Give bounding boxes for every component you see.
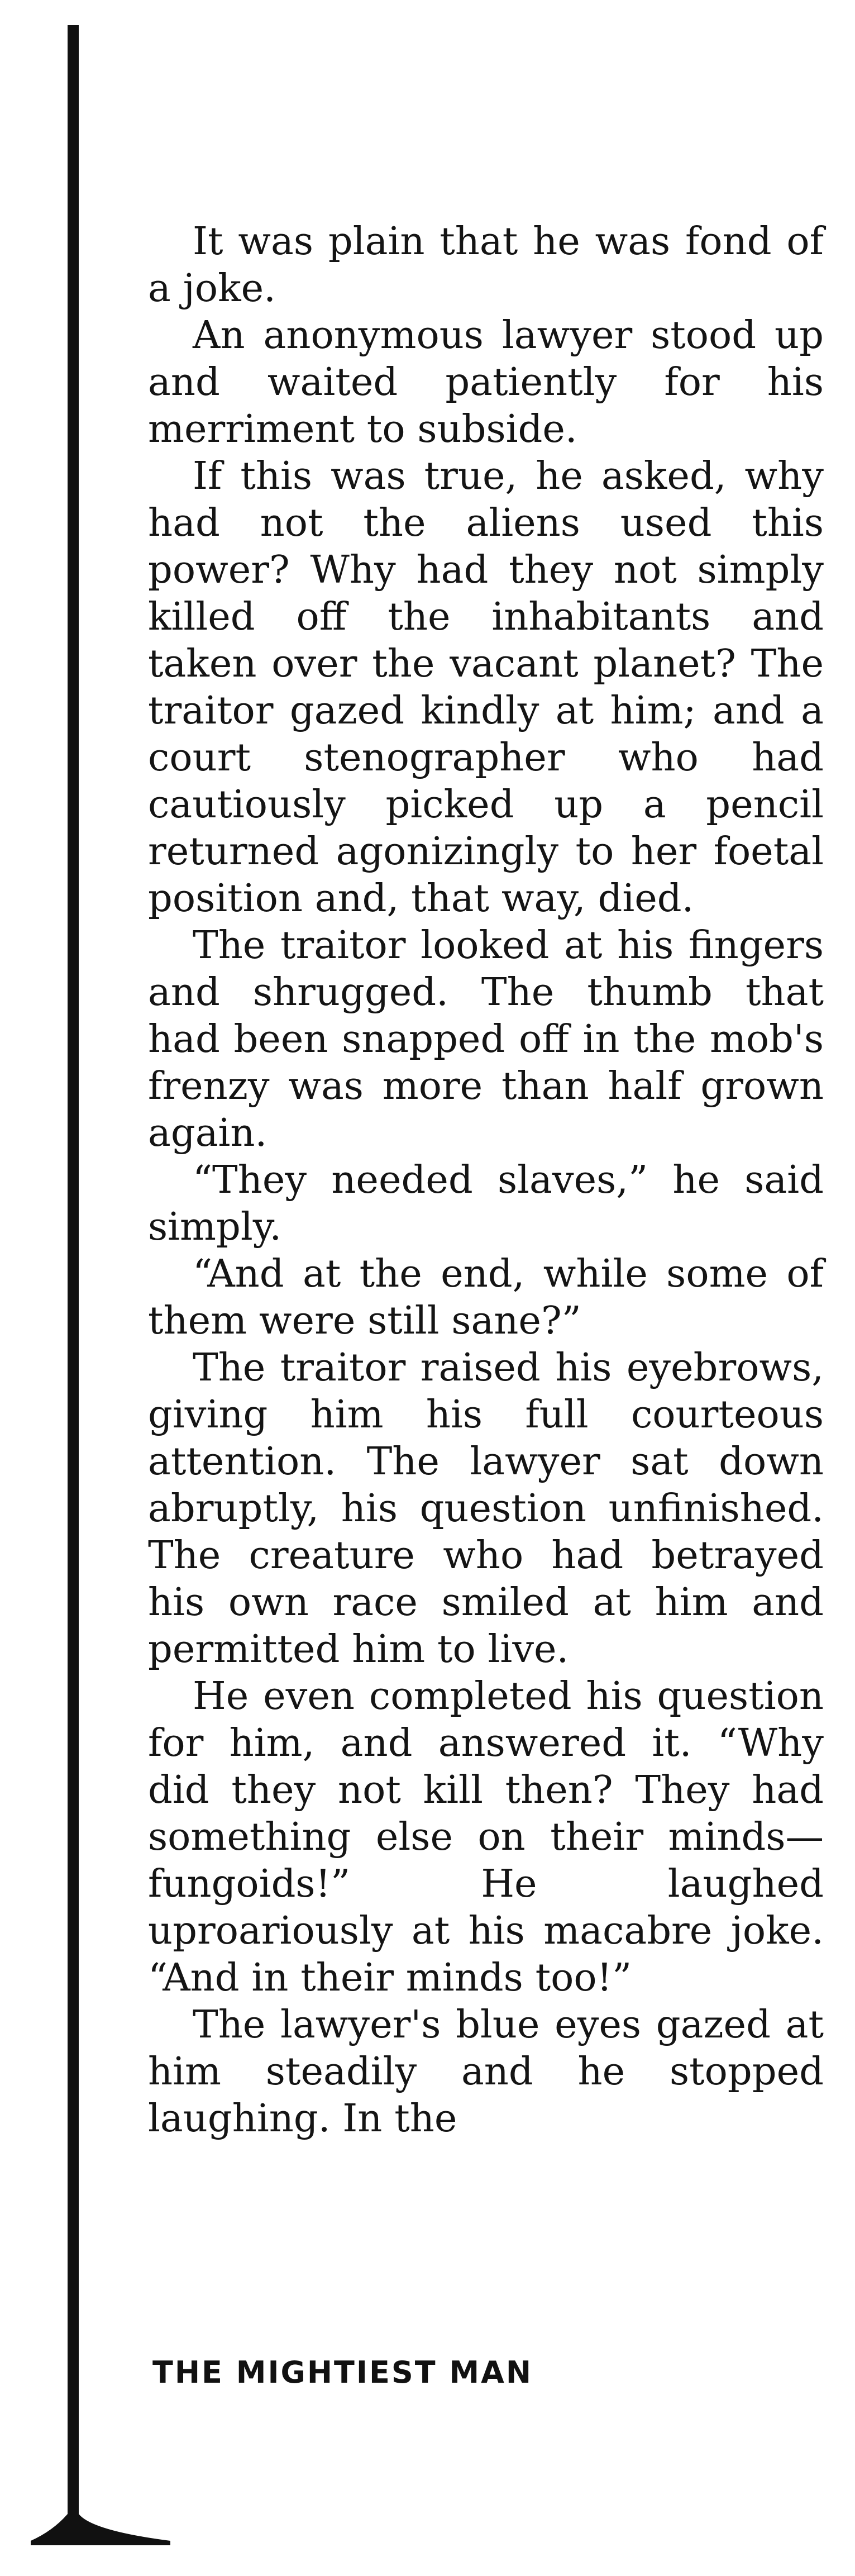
paragraph: The traitor raised his eyebrows, giving him his full courteous attention. The lawyer sat down abruptly, his question unfinished. The creature who had betrayed his own race smiled at him and permitted him to live. <box>148 1345 824 1672</box>
paragraph: The lawyer's blue eyes gazed at him steadily and he stopped laughing. In the <box>148 2002 824 2141</box>
story-text-column <box>148 218 824 2142</box>
page-margin-rule-foot <box>31 2447 170 2548</box>
paragraph: “And at the end, while some of them were still sane?” <box>148 1251 824 1343</box>
paragraph: “They needed slaves,” he said simply. <box>148 1158 824 1249</box>
paragraph: The traitor looked at his fingers and shrugged. The thumb that had been snapped off in the mob's frenzy was more than half grown again. <box>148 923 824 1155</box>
paragraph: If this was true, he asked, why had not the aliens used this power? Why had they not simply killed off the inhabitants and taken over the vacant planet? The traitor gazed kindly at him; and a court stenographer who had cautiously picked up a pencil returned agonizingly to her foetal position and, that way, died. <box>148 454 824 921</box>
page-margin-rule <box>68 25 79 2506</box>
paragraph: It was plain that he was fond of a joke. <box>148 219 824 311</box>
running-footer-title: THE MIGHTIEST MAN <box>152 2355 533 2390</box>
paragraph: An anonymous lawyer stood up and waited patiently for his merriment to subside. <box>148 313 824 451</box>
paragraph: He even completed his question for him, and answered it. “Why did they not kill then? They had something else on their minds—fungoids!” He laughed uproariously at his macabre joke. “And in their minds too!” <box>148 1674 824 2000</box>
